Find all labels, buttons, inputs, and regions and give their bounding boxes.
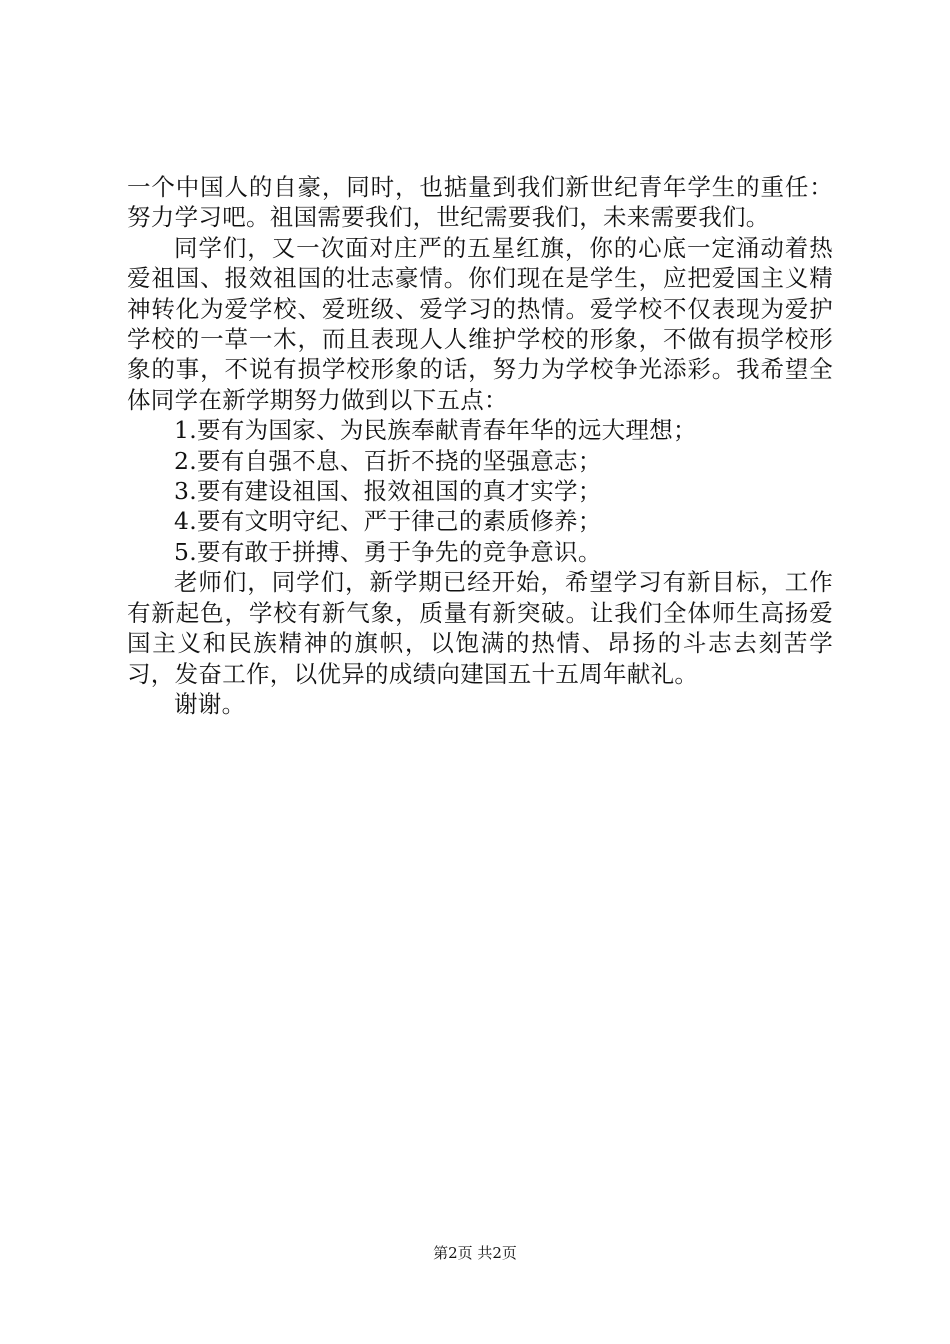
list-item: 3.要有建设祖国、报效祖国的真才实学； [174, 477, 602, 506]
document-body [127, 172, 833, 719]
list-item: 2.要有自强不息、百折不挠的坚强意志； [174, 446, 602, 475]
paragraph-closing: 谢谢。 [174, 689, 246, 718]
paragraph-new-semester: 老师们，同学们，新学期已经开始，希望学习有新目标，工作有新起色，学校有新气象，质量有新突破。让我们全体师生高扬爱国主义和民族精神的旗帜，以饱满的热情、昂扬的斗志去刻苦学习，发奋工作，以优异的成绩向建国五十五周年献礼。 [127, 568, 833, 688]
paragraph-continuation: 一个中国人的自豪，同时，也掂量到我们新世纪青年学生的重任：努力学习吧。祖国需要我们，世纪需要我们，未来需要我们。 [127, 173, 833, 232]
page-footer [0, 1243, 950, 1263]
list-item: 4.要有文明守纪、严于律己的素质修养； [174, 507, 602, 536]
list-item: 5.要有敢于拼搏、勇于争先的竞争意识。 [174, 537, 602, 566]
page-number: 第2页 共2页 [433, 1244, 517, 1262]
paragraph-flag-patriotism: 同学们，又一次面对庄严的五星红旗，你的心底一定涌动着热爱祖国、报效祖国的壮志豪情。你们现在是学生，应把爱国主义精神转化为爱学校、爱班级、爱学习的热情。爱学校不仅表现为爱护学校的一草一木，而且表现人人维护学校的形象，不做有损学校形象的事，不说有损学校形象的话，努力为学校争光添彩。我希望全体同学在新学期努力做到以下五点： [127, 233, 833, 414]
list-item: 1.要有为国家、为民族奉献青春年华的远大理想； [174, 416, 697, 445]
